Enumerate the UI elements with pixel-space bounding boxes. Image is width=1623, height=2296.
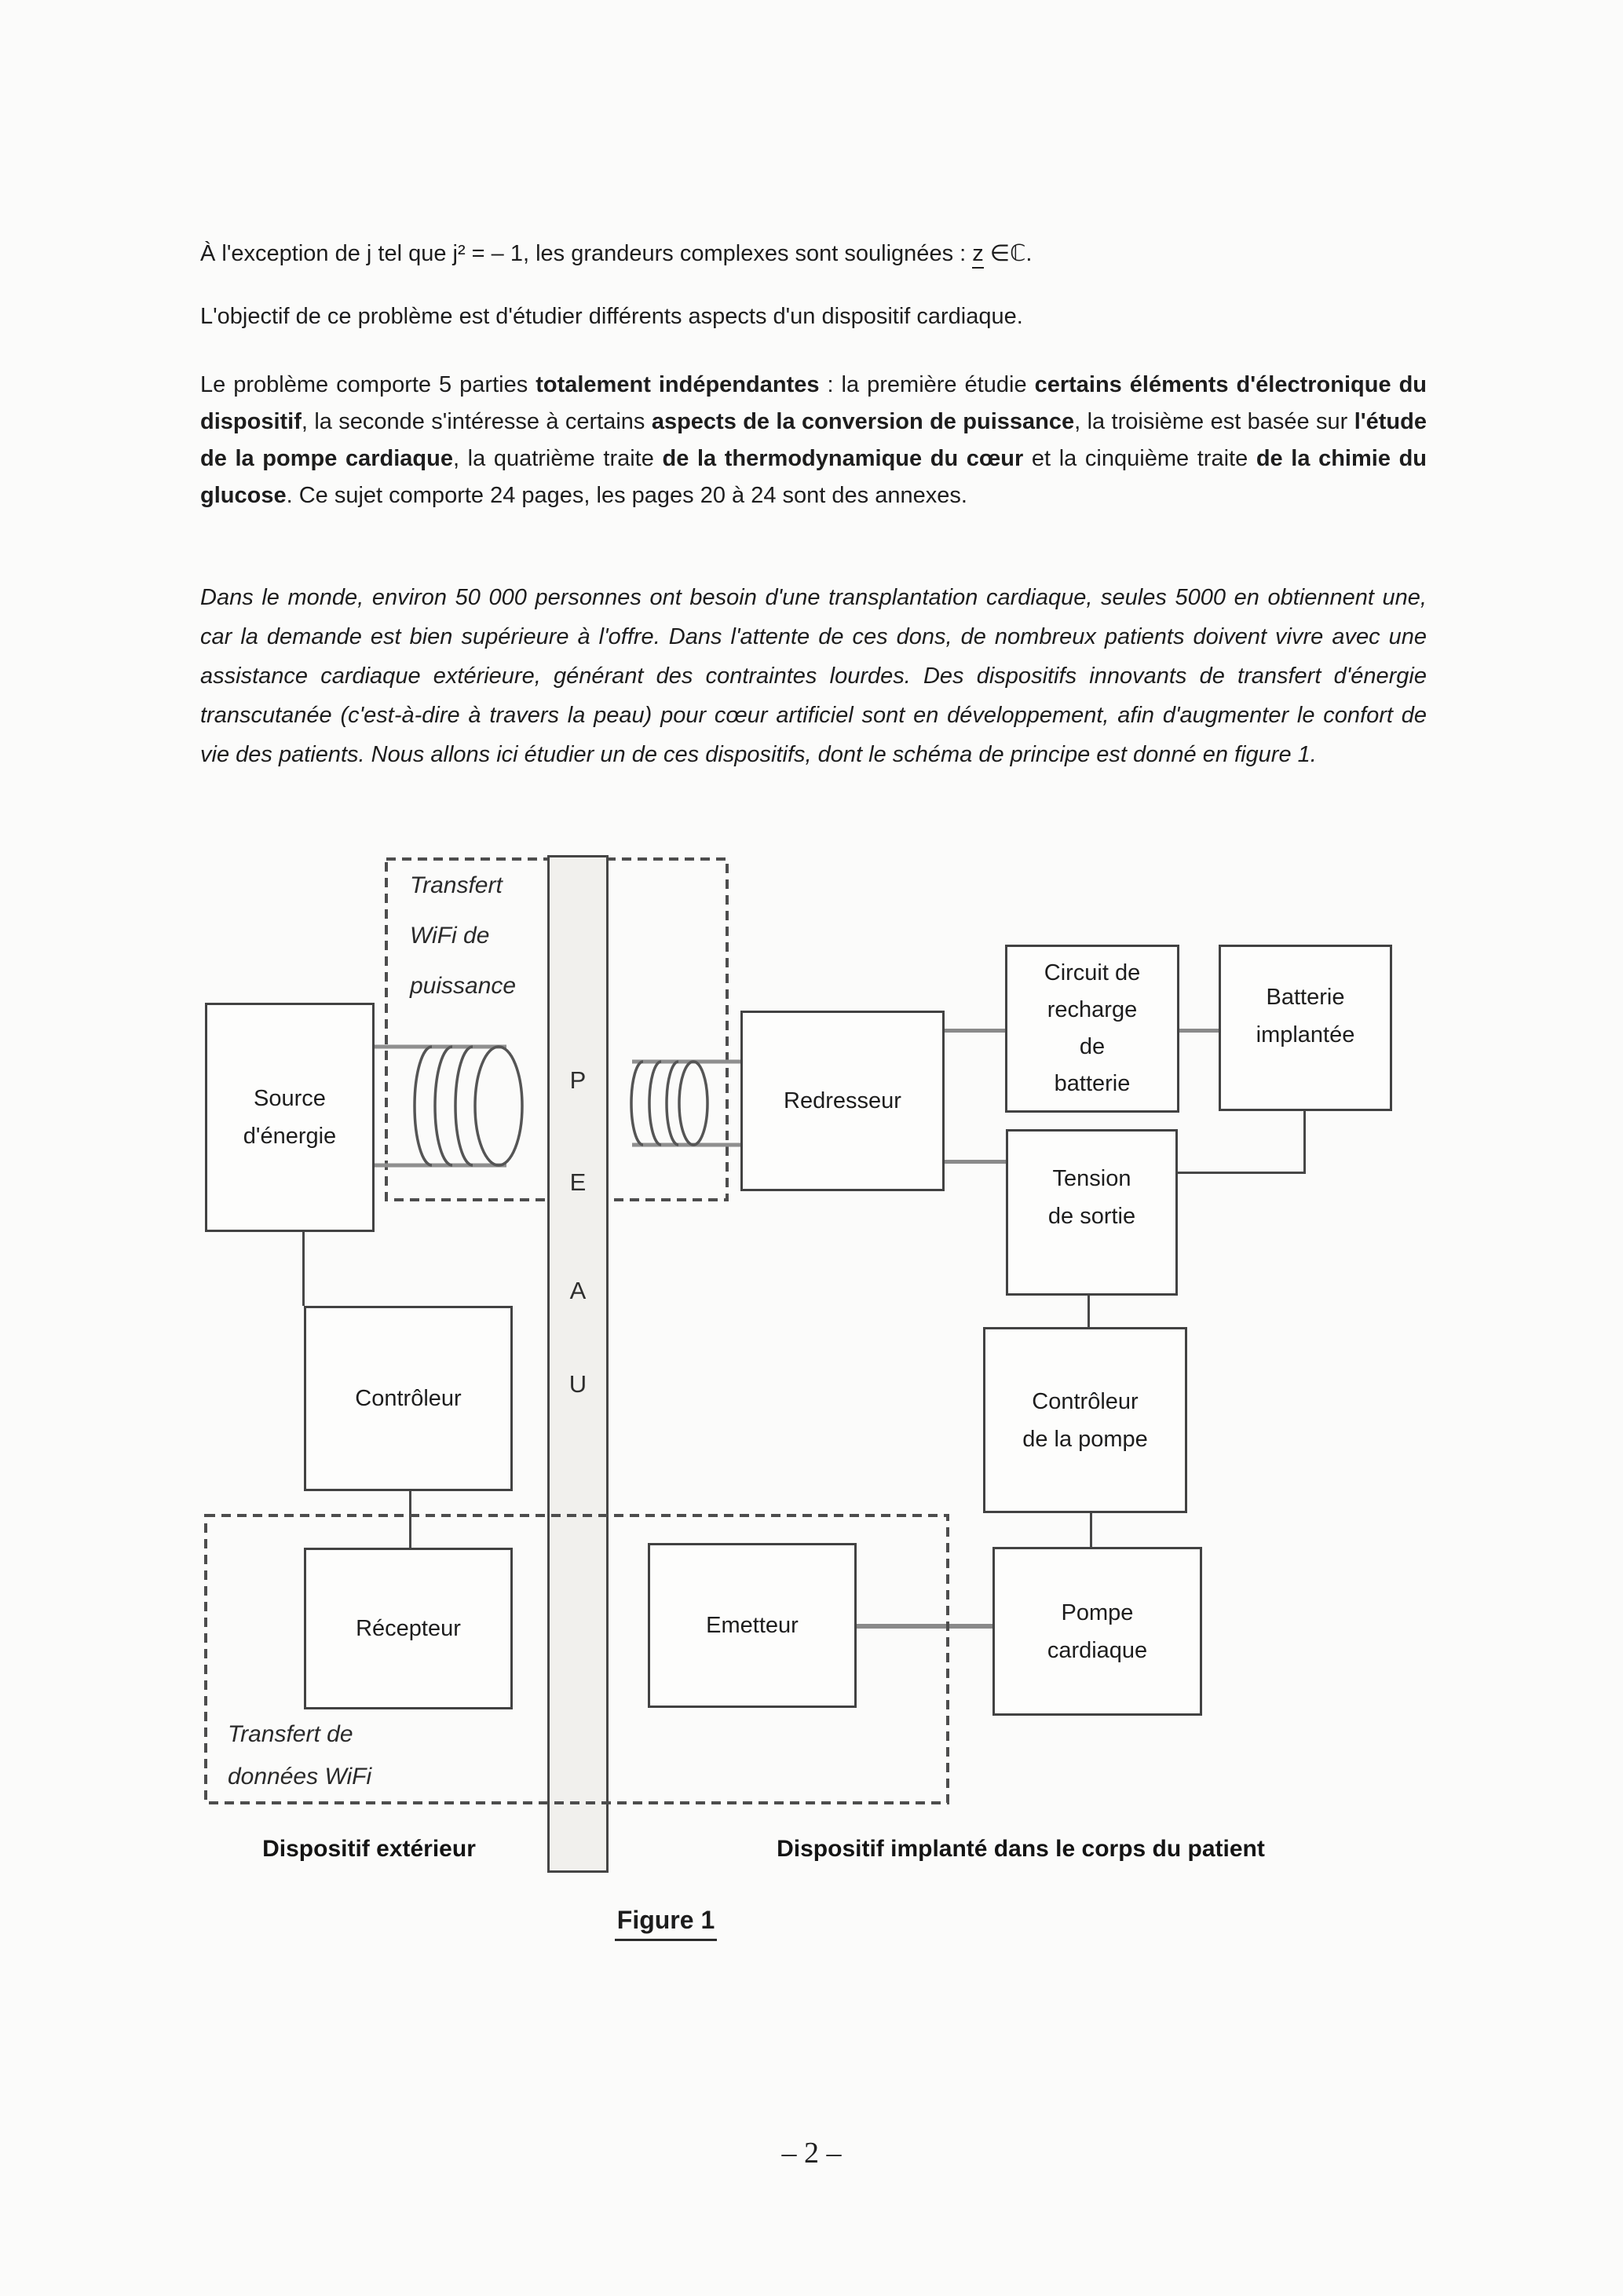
objective-line: L'objectif de ce problème est d'étudier différents aspects d'un dispositif cardiaque. [200, 304, 1023, 329]
redresseur-box: Redresseur [740, 1011, 945, 1191]
problem-structure-paragraph: Le problème comporte 5 parties totalement indépendantes : la première étudie certains éléments d'électronique du dispositif, la seconde s'intéresse à certains aspects de la conversion de puissance, la troisième est basée sur l'étude de la pompe cardiaque, la quatrième traite de la thermodynamique du cœur et la cinquième traite de la chimie du glucose. Ce sujet comporte 24 pages, les pages 20 à 24 sont des annexes. [200, 372, 1427, 508]
notation-prefix: À l'exception de j tel que j² = – 1, les grandeurs complexes sont soulignées : [200, 241, 973, 266]
controleur-pompe-box: Contrôleur de la pompe [983, 1327, 1187, 1513]
secondary-coil-icon [624, 1055, 742, 1151]
caption-dispositif-exterieur: Dispositif extérieur [262, 1836, 476, 1862]
data-transfer-label: Transfert de données WiFi [228, 1721, 372, 1790]
notation-suffix: ∈ℂ. [983, 241, 1033, 266]
connector-batterie-elbow-horizontal [1178, 1172, 1306, 1174]
notation-line [200, 236, 1427, 272]
connector-controleur-pompe-pompe [1090, 1513, 1092, 1547]
figure-title: Figure 1 [597, 1906, 735, 1941]
connector-tension-controleur-pompe [1087, 1296, 1090, 1327]
connector-redresseur-circuit [945, 1029, 1005, 1033]
skin-letter-p: P [569, 1066, 587, 1094]
source-energie-box: Source d'énergie [205, 1003, 375, 1232]
recepteur-box: Récepteur [304, 1548, 513, 1709]
skin-letter-a: A [569, 1277, 587, 1304]
connector-redresseur-tension [945, 1160, 1006, 1164]
pompe-cardiaque-box: Pompe cardiaque [992, 1547, 1202, 1716]
circuit-recharge-box: Circuit de recharge de batterie [1005, 945, 1179, 1113]
power-transfer-label: Transfert WiFi de puissance [410, 872, 517, 999]
emetteur-box: Emetteur [648, 1543, 857, 1708]
context-italic-paragraph: Dans le monde, environ 50 000 personnes ont besoin d'une transplantation cardiaque, seules 5000 en obtiennent une, car la demande est bien supérieure à l'offre. Dans l'attente de ces dons, de nombreux patients doivent vivre avec une assistance cardiaque extérieure, générant des contraintes lourdes. Des dispositifs innovants de transfert d'énergie transcutanée (c'est-à-dire à travers la peau) pour cœur artificiel sont en développement, afin d'augmenter le confort de vie des patients. Nous allons ici étudier un de ces dispositifs, dont le schéma de principe est donné en figure 1. [200, 585, 1427, 767]
skin-letter-u: U [568, 1370, 587, 1398]
batterie-implantee-box: Batterie implantée [1219, 945, 1392, 1111]
caption-dispositif-implante: Dispositif implanté dans le corps du patient [777, 1836, 1265, 1862]
connector-circuit-batterie [1179, 1029, 1219, 1033]
skin-letter-e: E [569, 1168, 587, 1196]
primary-coil-icon [373, 1040, 539, 1172]
underlined-z-symbol: z [972, 241, 984, 269]
connector-batterie-elbow-vertical [1303, 1111, 1306, 1174]
tension-sortie-box: Tension de sortie [1006, 1129, 1178, 1296]
page-number: – 2 – [781, 2137, 842, 2170]
controleur-box: Contrôleur [304, 1306, 513, 1491]
connector-source-controleur [302, 1232, 305, 1306]
